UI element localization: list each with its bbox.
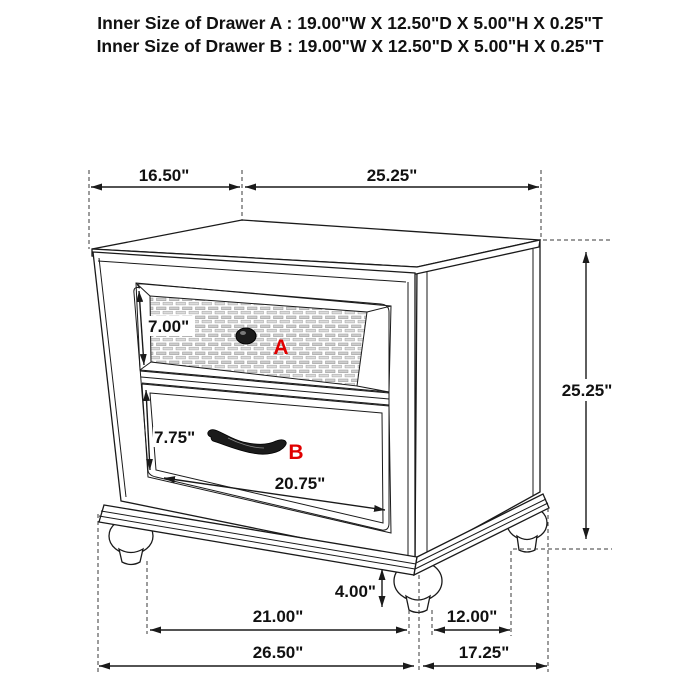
dim-overall-depth-label: 17.25"	[458, 643, 510, 662]
dim-overall-width-label: 26.50"	[252, 643, 304, 662]
knob-highlight	[240, 331, 246, 335]
dim-drawer-width-label: 20.75"	[274, 474, 326, 493]
dim-front-leg-span-label: 21.00"	[252, 607, 304, 626]
dimension-front-leg-span	[150, 607, 407, 630]
dim-drawer-b-height-label: 7.75"	[154, 428, 196, 447]
dim-overall-height-label: 25.25"	[561, 381, 613, 400]
nightstand-drawing	[92, 220, 549, 613]
dimension-leg-height	[335, 569, 382, 607]
dimension-overall-height	[558, 252, 616, 539]
dim-side-leg-span-label: 12.00"	[446, 607, 498, 626]
dim-drawer-a-height-label: 7.00"	[148, 317, 190, 336]
dimension-overall-depth	[423, 643, 547, 666]
header-drawer-b-spec: Inner Size of Drawer B : 19.00"W X 12.50"D X 5.00"H X 0.25"T	[96, 36, 604, 56]
dimension-overall-width	[99, 643, 414, 666]
dim-leg-height-label: 4.00"	[334, 582, 376, 601]
drawer-a-knob	[236, 328, 256, 344]
dimension-top-depth	[91, 166, 240, 187]
knob-body	[236, 328, 256, 344]
dimension-top-width	[245, 166, 539, 187]
dim-top-depth-label: 16.50"	[138, 166, 190, 185]
drawer-a-label: A	[273, 336, 289, 359]
header-drawer-a-spec: Inner Size of Drawer A : 19.00"W X 12.50"D X 5.00"H X 0.25"T	[97, 13, 603, 33]
dim-top-width-label: 25.25"	[366, 166, 418, 185]
dimension-side-leg-span	[434, 607, 510, 630]
drawer-b-label: B	[288, 441, 304, 464]
